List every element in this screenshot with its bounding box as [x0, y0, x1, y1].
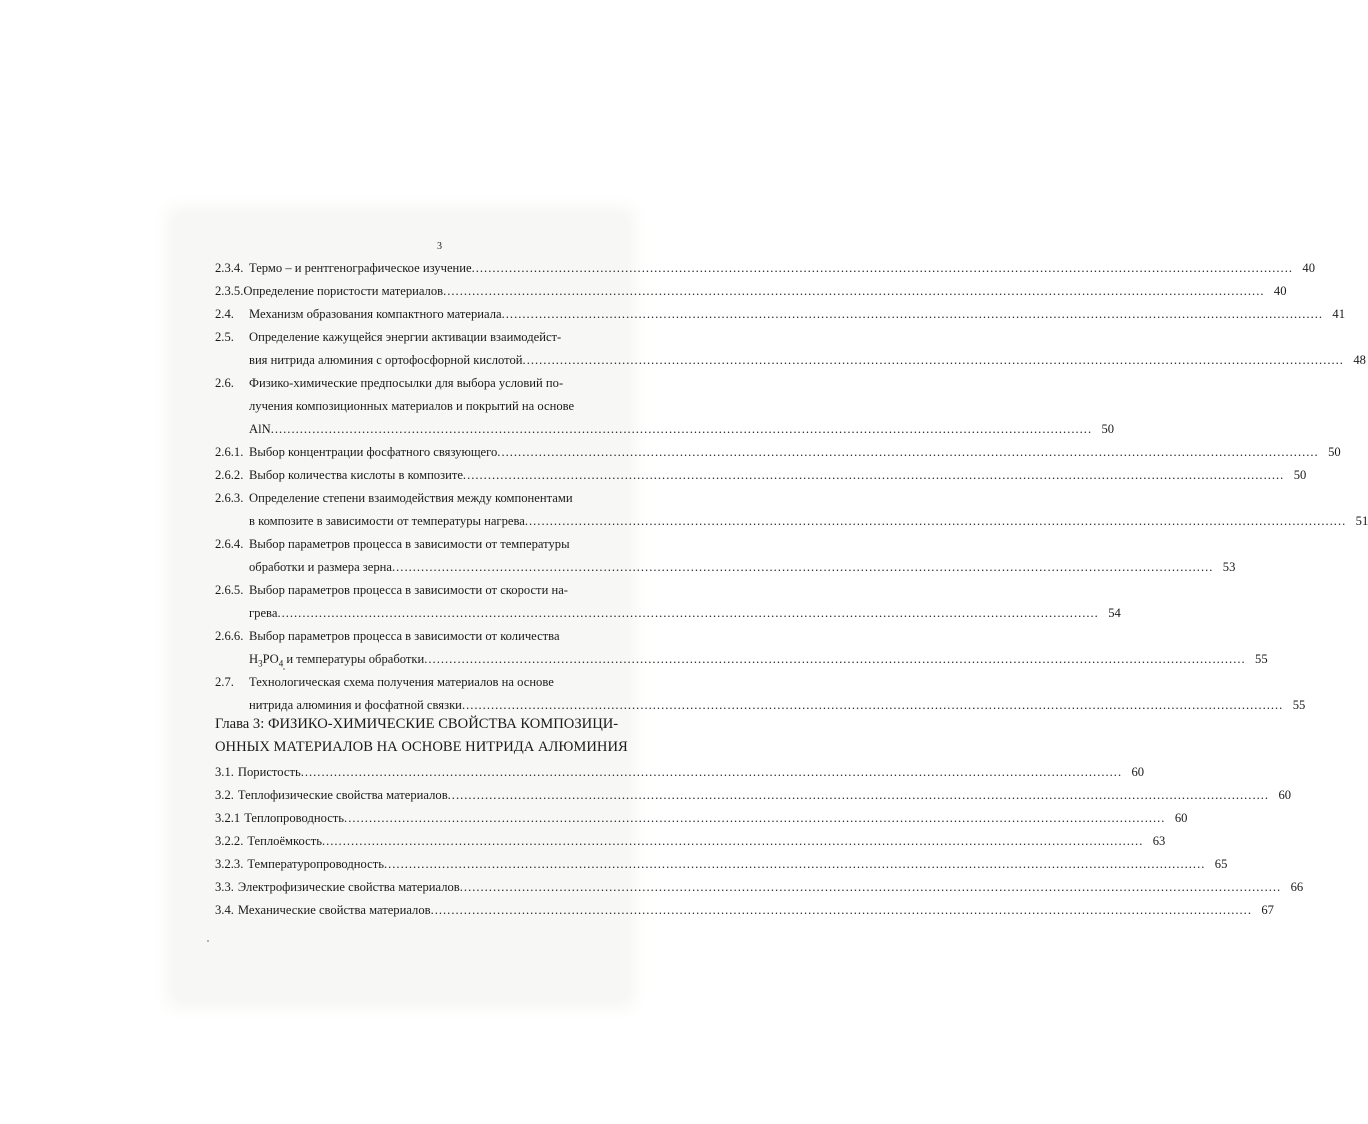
toc-entry-3-2-3[interactable]	[215, 854, 1228, 874]
toc-entry-3-3[interactable]	[215, 877, 1304, 897]
toc-entry-title: обработки и размера зерна	[249, 560, 392, 574]
toc-entry-2-6-cont[interactable]	[215, 419, 1115, 439]
toc-entry-page: 63	[1152, 834, 1166, 848]
leader-dots	[460, 877, 1281, 897]
toc-entry-number: 3.3.	[215, 880, 234, 894]
toc-entry-page: 55	[1292, 698, 1306, 712]
toc-entry-page: 60	[1278, 788, 1292, 802]
toc-entry-2-4[interactable]	[215, 304, 1346, 324]
toc-entry-2-6-5[interactable]	[215, 580, 615, 600]
toc-entry-page: 40	[1302, 261, 1315, 275]
leader-dots	[472, 258, 1293, 278]
leader-dots	[497, 442, 1318, 462]
toc-entry-page: 65	[1214, 857, 1228, 871]
toc-entry-title: Теплофизические свойства материалов	[237, 788, 448, 802]
toc-entry-number: 3.2.2.	[215, 834, 244, 848]
toc-entry-page: 48	[1353, 353, 1366, 367]
toc-entry-2-3-4[interactable]	[215, 258, 1315, 278]
leader-dots	[384, 854, 1205, 874]
toc-entry-number: 3.1.	[215, 765, 234, 779]
toc-entry-title: Теплоёмкость	[247, 834, 322, 848]
toc-entry-2-6-6[interactable]	[215, 626, 615, 646]
toc-entry-page: 54	[1108, 606, 1121, 620]
toc-entry-page: 60	[1174, 811, 1188, 825]
leader-dots	[523, 350, 1344, 370]
toc-entry-title: Выбор параметров процесса в зависимости от количества	[249, 629, 560, 643]
toc-entry-2-6-6-cont[interactable]	[215, 649, 1268, 674]
toc-entry-title: Механизм образования компактного материала	[249, 307, 502, 321]
toc-entry-title: нитрида алюминия и фосфатной связки	[249, 698, 462, 712]
toc-entry-number: 3.2.1	[215, 811, 241, 825]
toc-entry-3-4[interactable]	[215, 900, 1274, 920]
toc-entry-2-6-4-cont[interactable]	[215, 557, 1236, 577]
leader-dots	[463, 465, 1284, 485]
toc-entry-page: 50	[1101, 422, 1115, 436]
toc-entry-page: 50	[1328, 445, 1341, 459]
leader-dots	[271, 419, 1092, 439]
toc-entry-2-6-3[interactable]	[215, 488, 615, 508]
toc-entry-2-7[interactable]	[215, 672, 615, 692]
toc-entry-page: 66	[1290, 880, 1304, 894]
toc-entry-number: 2.6.3.	[215, 491, 244, 505]
toc-entry-2-6[interactable]	[215, 373, 615, 393]
toc-entry-number: 2.6.5.	[215, 583, 244, 597]
toc-entry-title: Выбор количества кислоты в композите	[249, 468, 463, 482]
toc-entry-title: $H_3PO_4$ и температуры обработки	[249, 652, 425, 669]
toc-entry-2-6-line2: лучения композиционных материалов и покрытий на основе	[249, 399, 575, 413]
toc-entry-title: Выбор параметров процесса в зависимости от температуры	[249, 537, 570, 551]
toc-entry-page: 41	[1332, 307, 1346, 321]
toc-entry-title: Электрофизические свойства материалов	[237, 880, 460, 894]
toc-entry-number: 3.2.	[215, 788, 234, 802]
toc-entry-title: Температуропроводность	[247, 857, 384, 871]
toc-entry-number: 2.3.5.	[215, 284, 244, 298]
toc-entry-title: грева	[249, 606, 278, 620]
toc-entry-title: вия нитрида алюминия с ортофосфорной кислотой	[249, 353, 523, 367]
leader-dots	[443, 281, 1264, 301]
scan-speck	[207, 940, 209, 942]
toc-entry-number: 3.2.3.	[215, 857, 244, 871]
toc-entry-number: 2.4.	[215, 307, 234, 321]
leader-dots	[431, 900, 1252, 920]
toc-entry-2-6-1[interactable]	[215, 442, 1341, 462]
toc-entry-number: 2.6.	[215, 376, 234, 390]
leader-dots	[448, 785, 1269, 805]
toc-entry-number: 2.6.4.	[215, 537, 244, 551]
toc-entry-title: Пористость	[237, 765, 301, 779]
toc-entry-number: 3.4.	[215, 903, 234, 917]
toc-entry-3-1[interactable]	[215, 762, 1145, 782]
toc-entry-title: AlN	[249, 422, 271, 436]
toc-entry-number: 2.5.	[215, 330, 234, 344]
leader-dots	[344, 808, 1165, 828]
toc-entry-title: в композите в зависимости от температуры нагрева	[249, 514, 525, 528]
leader-dots	[322, 831, 1143, 851]
chapter-3-heading-cont: ОННЫХ МАТЕРИАЛОВ НА ОСНОВЕ НИТРИДА АЛЮМИНИЯ	[215, 739, 628, 755]
toc-entry-page: 60	[1131, 765, 1145, 779]
leader-dots	[525, 511, 1346, 531]
toc-entry-page: 50	[1293, 468, 1307, 482]
toc-entry-2-6-5-cont[interactable]	[215, 603, 1121, 623]
leader-dots	[277, 603, 1098, 623]
leader-dots	[424, 649, 1245, 669]
toc-entry-number: 2.3.4.	[215, 261, 244, 275]
chapter-title-line1: ФИЗИКО-ХИМИЧЕСКИЕ СВОЙСТВА КОМПОЗИЦИ-	[267, 716, 619, 732]
toc-entry-page: 67	[1261, 903, 1274, 917]
toc-entry-title: Выбор параметров процесса в зависимости от скорости на-	[249, 583, 568, 597]
toc-entry-number: 2.6.2.	[215, 468, 244, 482]
toc-entry-3-2[interactable]	[215, 785, 1292, 805]
toc-entry-3-2-2[interactable]	[215, 831, 1166, 851]
toc-entry-title: Определение кажущейся энергии активации взаимодейст-	[249, 330, 562, 344]
toc-entry-2-6-3-cont[interactable]	[215, 511, 1368, 531]
toc-entry-page: 51	[1355, 514, 1368, 528]
leader-dots	[301, 762, 1122, 782]
toc-entry-title: Определение пористости материалов	[243, 284, 444, 298]
toc-entry-title: Механические свойства материалов	[237, 903, 431, 917]
toc-entry-2-6-4[interactable]	[215, 534, 615, 554]
toc-entry-title: Определение степени взаимодействия между компонентами	[249, 491, 573, 505]
toc-entry-3-2-1[interactable]	[215, 808, 1188, 828]
toc-entry-number: 2.7.	[215, 675, 234, 689]
toc-entry-page: 55	[1255, 652, 1268, 666]
scan-speck	[283, 668, 285, 670]
chapter-label: Глава 3:	[215, 716, 265, 732]
leader-dots	[502, 304, 1323, 324]
leader-dots	[392, 557, 1213, 577]
toc-entry-2-5[interactable]	[215, 327, 615, 347]
toc-entry-2-7-cont[interactable]	[215, 695, 1306, 715]
toc-entry-page: 40	[1273, 284, 1287, 298]
toc-entry-page: 53	[1222, 560, 1236, 574]
toc-entry-title: Выбор концентрации фосфатного связующего	[249, 445, 498, 459]
toc-entry-title: Термо – и рентгенографическое изучение	[249, 261, 472, 275]
toc-entry-title: Теплопроводность	[244, 811, 345, 825]
toc-entry-title: Физико-химические предпосылки для выбора условий по-	[249, 376, 564, 390]
toc-entry-2-6-2[interactable]	[215, 465, 1307, 485]
chapter-3-heading[interactable]	[215, 713, 618, 735]
toc-entry-title: Технологическая схема получения материалов на основе	[249, 675, 554, 689]
page-number: 3	[437, 241, 442, 252]
toc-entry-2-5-cont[interactable]	[215, 350, 1366, 370]
toc-entry-number: 2.6.6.	[215, 629, 244, 643]
leader-dots	[462, 695, 1283, 715]
toc-entry-number: 2.6.1.	[215, 445, 244, 459]
toc-entry-2-3-5[interactable]	[215, 281, 1287, 301]
